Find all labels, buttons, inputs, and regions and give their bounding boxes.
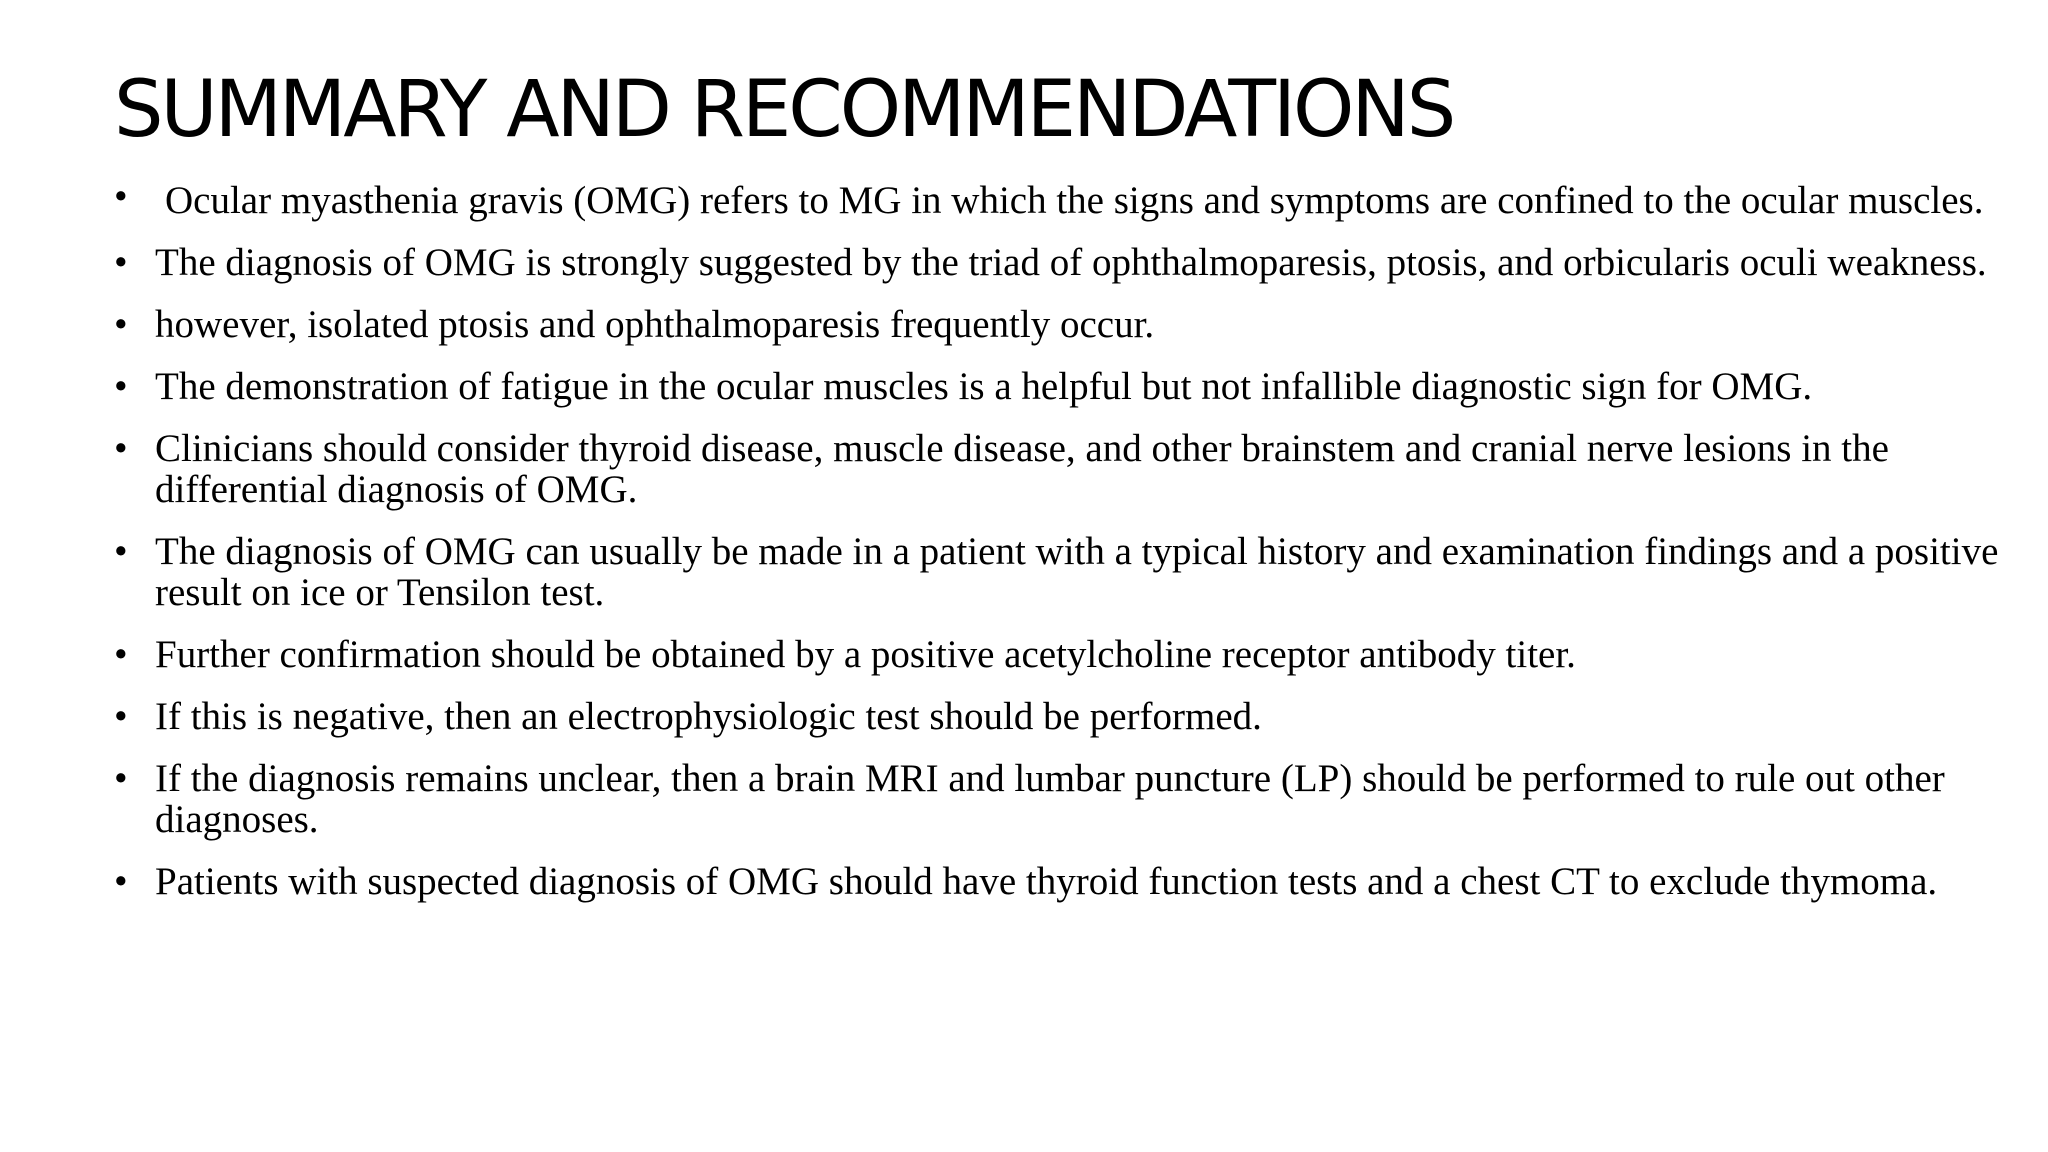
bullet-item [114,531,2034,613]
bullet-text: Patients with suspected diagnosis of OMG should have thyroid function tests and a chest CT to exclude thymoma. [155,860,1938,903]
bullet-text: If the diagnosis remains unclear, then a brain MRI and lumbar puncture (LP) should be performed to rule out other diagnoses. [155,757,1945,841]
bullet-item [114,861,2034,902]
bullet-item [114,634,2034,675]
bullet-item [114,180,2034,221]
bullet-text: however, isolated ptosis and ophthalmoparesis frequently occur. [155,303,1155,346]
bullet-text: The diagnosis of OMG can usually be made in a patient with a typical history and examination findings and a positive result on ice or Tensilon test. [155,530,1999,614]
bullet-item [114,758,2034,840]
bullet-text: If this is negative, then an electrophysiologic test should be performed. [155,695,1262,738]
bullet-list [114,180,2034,923]
slide-title: SUMMARY AND RECOMMENDATIONS [114,65,1454,155]
bullet-item [114,366,2034,407]
bullet-text: • Ocular myasthenia gravis (OMG) refers to MG in which the signs and symptoms are confined to the ocular muscles. [165,179,1984,222]
bullet-item [114,242,2034,283]
bullet-text: The demonstration of fatigue in the ocular muscles is a helpful but not infallible diagnostic sign for OMG. [155,365,1813,408]
bullet-item [114,428,2034,510]
bullet-text: The diagnosis of OMG is strongly suggested by the triad of ophthalmoparesis, ptosis, and orbicularis oculi weakness. [155,241,1987,284]
bullet-text: Clinicians should consider thyroid disease, muscle disease, and other brainstem and cranial nerve lesions in the differential diagnosis of OMG. [155,427,1889,511]
bullet-text: Further confirmation should be obtained by a positive acetylcholine receptor antibody titer. [155,633,1576,676]
bullet-item [114,696,2034,737]
bullet-item [114,304,2034,345]
